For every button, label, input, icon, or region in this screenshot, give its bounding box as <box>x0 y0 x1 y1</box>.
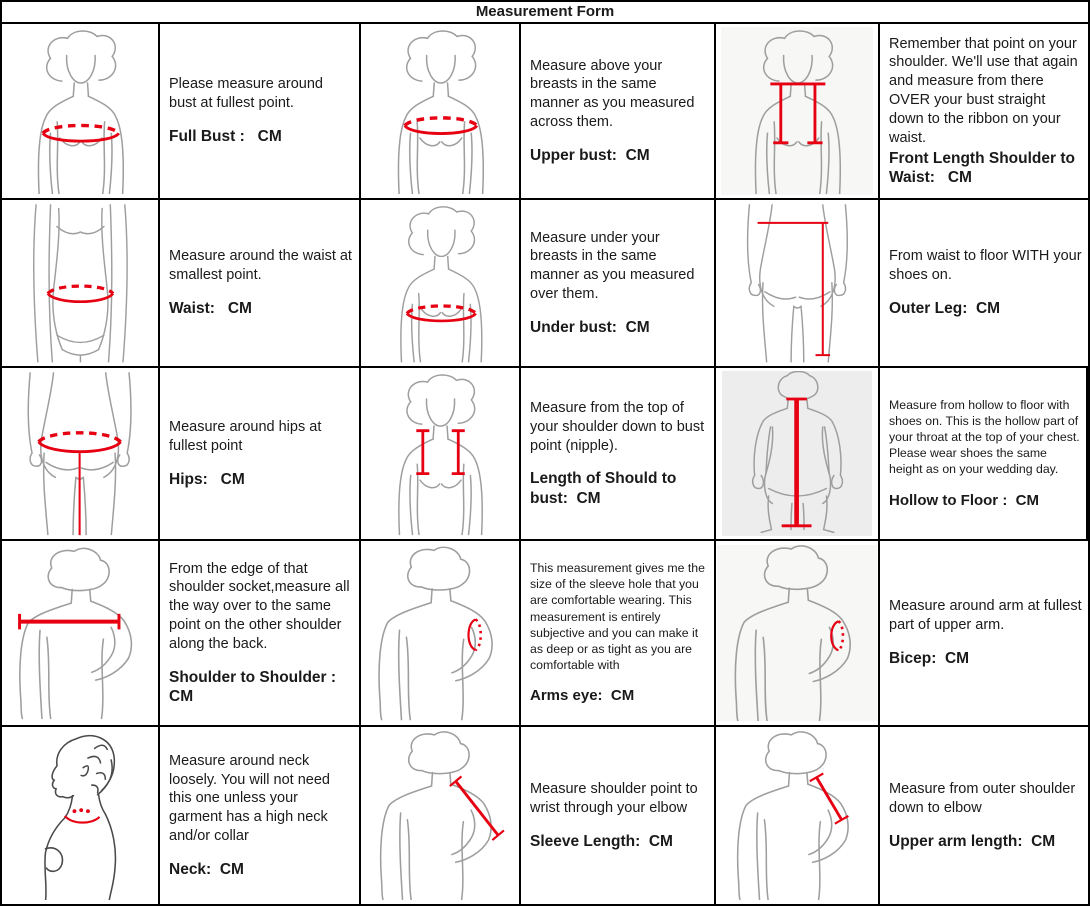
under-bust-description: Measure under your breasts in the same manner as you measured over them. <box>530 229 699 303</box>
cell-arms-eye-figure <box>361 541 521 727</box>
cell-front-length-figure <box>716 24 880 200</box>
sleeve-length-description: Measure shoulder point to wrist through your elbow <box>530 780 702 816</box>
cell-hollow-to-floor-figure <box>716 368 880 541</box>
hips-figure <box>5 371 154 535</box>
under-bust-label: Under bust: CM <box>530 319 650 336</box>
cell-upper-bust-figure <box>361 24 521 200</box>
measurement-grid <box>2 24 1088 904</box>
sleeve-length-label: Sleeve Length: CM <box>530 832 673 850</box>
waist-description: Measure around the waist at smallest point. <box>169 248 356 284</box>
shoulder-to-bust-label: Length of Should to bust: CM <box>530 470 681 507</box>
bicep-description: Measure around arm at fullest part of upper arm. <box>889 598 1086 634</box>
cell-upper-arm-text <box>880 727 1088 904</box>
cell-under-bust-figure <box>361 200 521 368</box>
cell-under-bust-text <box>521 200 716 368</box>
hollow-to-floor-label: Hollow to Floor : CM <box>889 491 1039 509</box>
cell-shoulder-to-shoulder-figure <box>2 541 160 727</box>
front-length-description: Remember that point on your shoulder. We'll use that again and measure from there OVER your bust straight down to the ribbon on your waist. <box>889 35 1082 146</box>
shoulder-to-shoulder-label: Shoulder to Shoulder : CM <box>169 668 341 706</box>
cell-upper-bust-text <box>521 24 716 200</box>
outer-leg-description: From waist to floor WITH your shoes on. <box>889 248 1086 284</box>
back-sleeve-length-figure <box>363 731 517 901</box>
cell-hips-figure <box>2 368 160 541</box>
upper-bust-label: Upper bust: CM <box>530 147 650 164</box>
arms-eye-description: This measurement gives me the size of the sleeve hole that you are comfortable wearing. This measurement is entirely subjective and you can make it as deep or as tight as you are comfortable with <box>530 560 709 673</box>
standing-hollow-to-floor-figure <box>722 371 871 535</box>
outer-leg-label: Outer Leg: CM <box>889 300 1001 318</box>
woman-shoulder-to-bust-figure <box>365 371 514 535</box>
cell-shoulder-to-bust-figure <box>361 368 521 541</box>
cell-shoulder-to-shoulder-text <box>160 541 361 727</box>
full-bust-description: Please measure around bust at fullest point. <box>169 76 327 112</box>
cell-hollow-to-floor-text <box>880 368 1088 541</box>
arms-eye-label: Arms eye: CM <box>530 687 635 705</box>
hips-description: Measure around hips at fullest point <box>169 418 326 454</box>
full-bust-label: Full Bust : CM <box>169 128 282 146</box>
cell-shoulder-to-bust-text <box>521 368 716 541</box>
form-title: Measurement Form <box>2 2 1088 24</box>
back-bicep-figure <box>717 545 878 722</box>
front-length-label: Front Length Shoulder to Waist: CM <box>889 149 1080 187</box>
cell-full-bust-text <box>160 24 361 200</box>
upper-arm-description: Measure from outer shoulder down to elbow <box>889 780 1080 816</box>
upper-bust-description: Measure above your breasts in the same manner as you measured across them. <box>530 57 699 131</box>
cell-outer-leg-figure <box>716 200 880 368</box>
neck-description: Measure around neck loosely. You will not need this one unless your garment has a high neck and/or collar <box>169 752 334 845</box>
arms-eye-armhole-figure <box>361 545 519 722</box>
cell-neck-text <box>160 727 361 904</box>
woman-front-full-bust-figure <box>4 27 156 194</box>
cell-neck-figure <box>2 727 160 904</box>
cell-arms-eye-text <box>521 541 716 727</box>
back-shoulder-to-shoulder-figure <box>2 545 158 722</box>
cell-sleeve-length-figure <box>361 727 521 904</box>
cell-bicep-figure <box>716 541 880 727</box>
cell-sleeve-length-text <box>521 727 716 904</box>
torso-waist-figure <box>8 203 153 362</box>
cell-waist-figure <box>2 200 160 368</box>
neck-label: Neck: CM <box>169 860 244 878</box>
hollow-to-floor-description: Measure from hollow to floor with shoes on. This is the hollow part of your throat at the top of your chest. Please wear shoes the same height as on your wedding day. <box>889 397 1084 477</box>
upper-arm-label: Upper arm length: CM <box>889 832 1056 850</box>
cell-front-length-text <box>880 24 1088 200</box>
cell-bicep-text <box>880 541 1088 727</box>
cell-waist-text <box>160 200 361 368</box>
woman-front-upper-bust-figure <box>364 27 516 194</box>
hips-label: Hips: CM <box>169 470 245 488</box>
woman-front-under-bust-figure <box>368 203 513 362</box>
cell-outer-leg-text <box>880 200 1088 368</box>
cell-full-bust-figure <box>2 24 160 200</box>
cell-hips-text <box>160 368 361 541</box>
back-upper-arm-figure <box>720 731 874 901</box>
waist-label: Waist: CM <box>169 300 252 318</box>
woman-front-length-shoulder-waist-figure <box>721 27 873 194</box>
cell-upper-arm-figure <box>716 727 880 904</box>
bicep-label: Bicep: CM <box>889 650 970 668</box>
shoulder-to-shoulder-description: From the edge of that shoulder socket,measure all the way over to the same point on the other shoulder along the back. <box>169 560 354 652</box>
shoulder-to-bust-description: Measure from the top of your shoulder down to bust point (nipple). <box>530 399 709 454</box>
profile-neck-figure <box>3 731 157 901</box>
legs-outer-leg-figure <box>725 203 870 362</box>
